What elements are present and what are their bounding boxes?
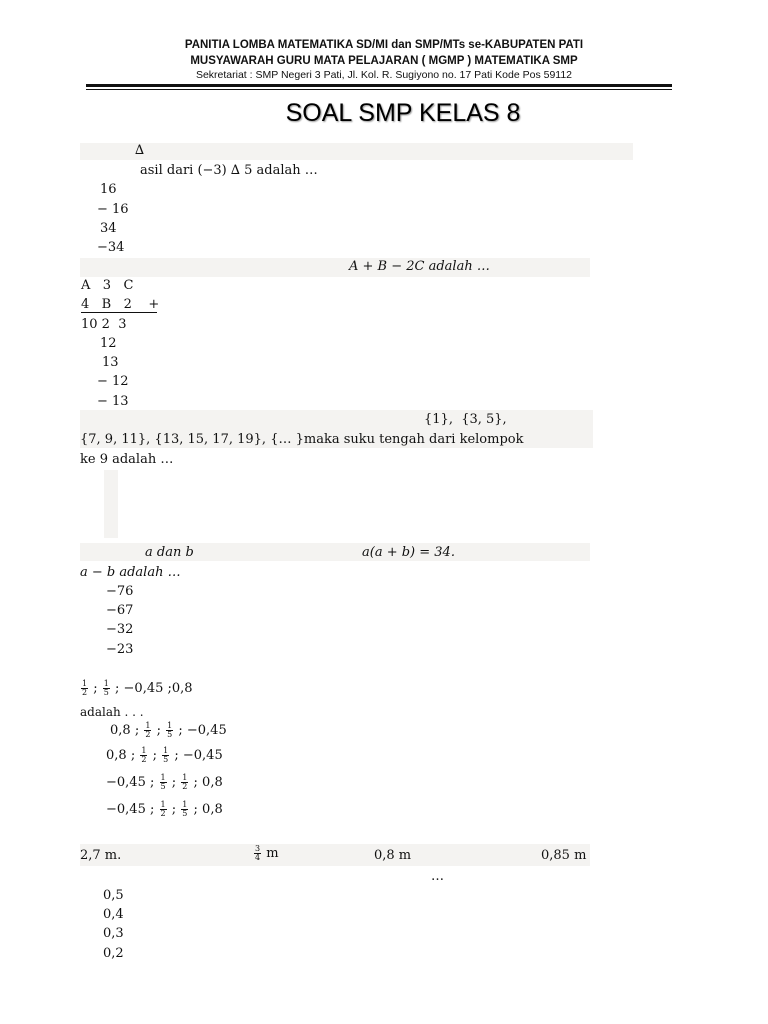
- q5-numbers: $\frac{1}{2}$ ; $\frac{1}{5}$ ; −0,45 ;0,8: [82, 679, 193, 697]
- q6-value-4: 0,85 m: [541, 848, 587, 863]
- q6-ellipsis: …: [431, 869, 444, 884]
- q4-option: −32: [106, 622, 134, 637]
- q1-option: −34: [97, 240, 125, 255]
- q2-addend-2: 4 B 2 +: [81, 297, 160, 312]
- q2-option: 13: [102, 355, 119, 370]
- highlight-band: [80, 143, 633, 160]
- q2-sum: 10 2 3: [81, 317, 127, 332]
- q1-option: − 16: [97, 202, 129, 217]
- q3-sets-line: {7, 9, 11}, {13, 15, 17, 19}, {… }maka suku tengah dari kelompok: [80, 432, 524, 447]
- q1-option: 34: [100, 221, 117, 236]
- q4-option: −23: [106, 642, 134, 657]
- q4-text: a − b adalah …: [80, 565, 181, 580]
- q5-option-a: 0,8 ; $\frac{1}{2}$ ; $\frac{1}{5}$ ; −0,45: [110, 721, 227, 739]
- q6-value-1: 2,7 m.: [80, 848, 122, 863]
- q3-sets-start: {1}, {3, 5},: [424, 412, 507, 427]
- page-title: SOAL SMP KELAS 8: [285, 99, 521, 127]
- q5-adalah: adalah . . .: [80, 705, 144, 719]
- q6-option: 0,2: [103, 946, 124, 961]
- q4-vars: a dan b: [145, 545, 194, 560]
- q6-option: 0,3: [103, 926, 124, 941]
- header-secretariat: Sekretariat : SMP Negeri 3 Pati, Jl. Kol. R. Sugiyono no. 17 Pati Kode Pos 59112: [195, 69, 573, 81]
- q2-option: 12: [100, 336, 117, 351]
- header-rule-thin: [86, 89, 672, 90]
- highlight-band: [80, 410, 593, 430]
- q6-value-3: 0,8 m: [374, 848, 412, 863]
- q6-option: 0,4: [103, 907, 124, 922]
- q5-option-d: −0,45 ; $\frac{1}{2}$ ; $\frac{1}{5}$ ; 0,8: [106, 800, 223, 818]
- q4-option: −67: [106, 603, 134, 618]
- q2-option: − 13: [97, 394, 129, 409]
- q6-value-2: $\frac{3}{4}$ m: [255, 844, 279, 862]
- q4-equation: a(a + b) = 34.: [362, 545, 455, 560]
- q1-symbol: ∆: [135, 143, 145, 158]
- q6-option: 0,5: [103, 888, 124, 903]
- q1-option: 16: [100, 182, 117, 197]
- q3-question: ke 9 adalah …: [80, 452, 174, 467]
- q2-text: A + B − 2C adalah …: [349, 259, 490, 274]
- q4-option: −76: [106, 584, 134, 599]
- fraction-fifth: $\frac{1}{5}$: [103, 679, 109, 697]
- q2-option: − 12: [97, 374, 129, 389]
- header-rule-thick: [86, 84, 672, 87]
- q5-option-b: 0,8 ; $\frac{1}{2}$ ; $\frac{1}{5}$ ; −0,45: [106, 746, 223, 764]
- highlight-band: [104, 470, 118, 538]
- q5-option-c: −0,45 ; $\frac{1}{5}$ ; $\frac{1}{2}$ ; 0,8: [106, 773, 223, 791]
- header-committee: PANITIA LOMBA MATEMATIKA SD/MI dan SMP/MTs se-KABUPATEN PATI: [184, 39, 584, 51]
- q1-text: asil dari (−3) ∆ 5 adalah …: [140, 163, 318, 178]
- highlight-band: [80, 844, 590, 866]
- header-mgmp: MUSYAWARAH GURU MATA PELAJARAN ( MGMP ) MATEMATIKA SMP: [190, 55, 578, 67]
- fraction-half: $\frac{1}{2}$: [82, 679, 88, 697]
- q2-addend-1: A 3 C: [81, 278, 134, 293]
- highlight-band: [80, 258, 590, 277]
